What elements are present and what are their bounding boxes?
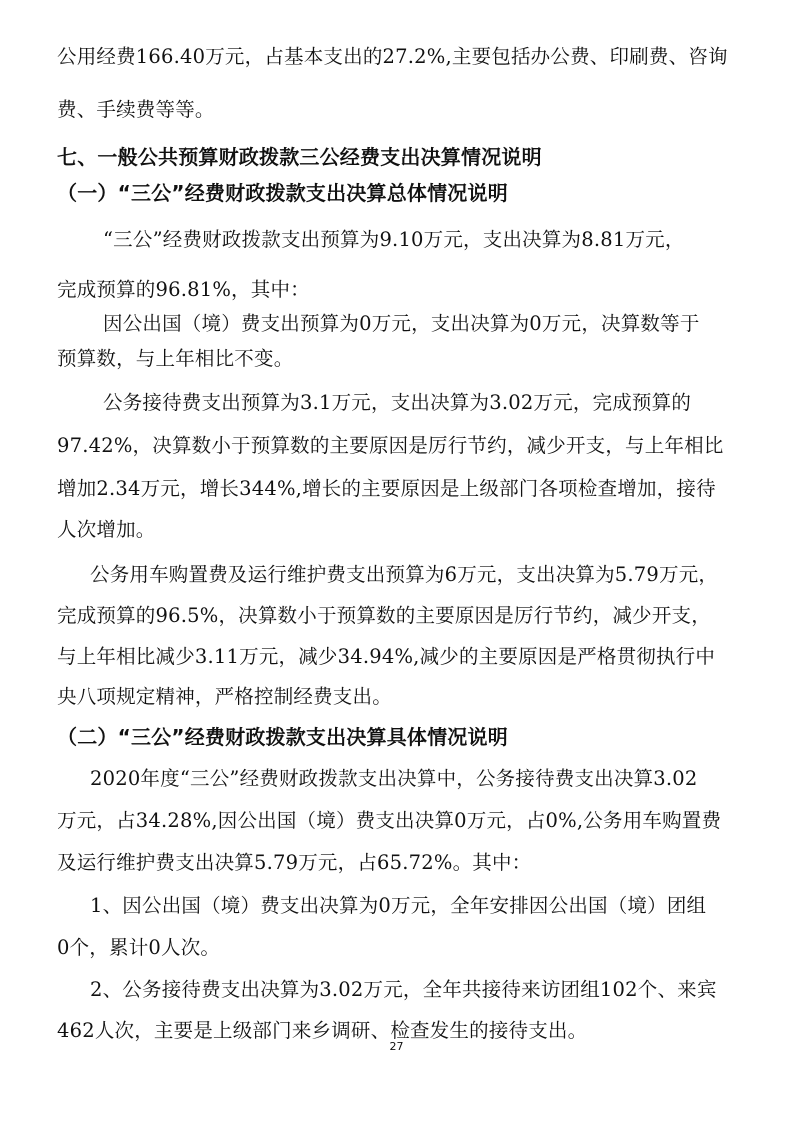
body-text-line: 与上年相比减少3.11万元，减少34.94%,减少的主要原因是严格贯彻执行中 — [57, 645, 716, 668]
page-number: 27 — [389, 1040, 404, 1053]
body-text-line: 完成预算的96.5%，决算数小于预算数的主要原因是厉行节约，减少开支， — [57, 604, 711, 627]
body-text-line: 2020年度“三公”经费财政拨款支出决算中，公务接待费支出决算3.02 — [90, 767, 698, 790]
body-text-line: 公用经费166.40万元，占基本支出的27.2%,主要包括办公费、印刷费、咨询 — [57, 45, 728, 68]
body-text-line: 97.42%，决算数小于预算数的主要原因是厉行节约，减少开支，与上年相比 — [57, 434, 724, 457]
body-text-line: 公务接待费支出预算为3.1万元，支出决算为3.02万元，完成预算的 — [103, 391, 692, 414]
body-text-line: 央八项规定精神，严格控制经费支出。 — [57, 685, 392, 708]
body-text-line: 因公出国（境）费支出预算为0万元，支出决算为0万元，决算数等于 — [103, 312, 700, 335]
body-text-line: 预算数，与上年相比不变。 — [57, 347, 294, 370]
body-text-line: 公务用车购置费及运行维护费支出预算为6万元，支出决算为5.79万元， — [90, 563, 719, 586]
body-text-line: 1、因公出国（境）费支出决算为0万元，全年安排因公出国（境）团组 — [90, 894, 707, 917]
body-text-line: 人次增加。 — [57, 518, 156, 541]
body-text-line: 及运行维护费支出决算5.79万元，占65.72%。其中： — [57, 851, 532, 874]
body-text-line: 费、手续费等等。 — [57, 98, 215, 121]
body-text-line: 万元，占34.28%,因公出国（境）费支出决算0万元，占0%,公务用车购置费 — [57, 809, 722, 832]
body-text-line: 462人次，主要是上级部门来乡调研、检查发生的接待支出。 — [57, 1019, 588, 1042]
body-text-line: 0个，累计0人次。 — [57, 936, 221, 959]
subsection-heading: （二）“三公”经费财政拨款支出决算具体情况说明 — [57, 725, 508, 749]
body-text-line: 增加2.34万元，增长344%,增长的主要原因是上级部门各项检查增加，接待 — [57, 477, 716, 500]
body-text-line: 2、公务接待费支出决算为3.02万元，全年共接待来访团组102个、来宾 — [90, 978, 717, 1001]
subsection-heading: （一）“三公”经费财政拨款支出决算总体情况说明 — [57, 181, 508, 205]
body-text-line: 完成预算的96.81%，其中： — [57, 278, 310, 301]
section-heading: 七、一般公共预算财政拨款三公经费支出决算情况说明 — [57, 145, 542, 169]
body-text-line: “三公”经费财政拨款支出预算为9.10万元，支出决算为8.81万元， — [103, 228, 685, 251]
